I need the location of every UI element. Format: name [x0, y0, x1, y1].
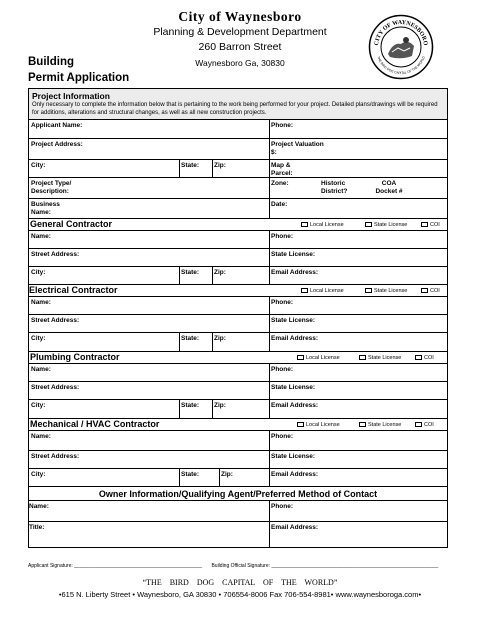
plumbing-name-row	[29, 364, 447, 382]
owner-section-title: Owner Information/Qualifying Agent/Preferred Method of Contact	[98, 489, 378, 499]
footer-address: •615 N. Liberty Street • Waynesboro, GA 30830 • 706554-8006 Fax 706-554-8981• www.waynesboroga.com•	[58, 590, 422, 599]
mechanical-contractor-header	[29, 419, 447, 431]
plumbing-contractor-header	[29, 352, 447, 364]
general-state-field[interactable]: State:	[181, 269, 200, 276]
electrical-local-license-checkbox[interactable]: Local License	[301, 288, 344, 294]
plumbing-phone-field[interactable]: Phone:	[271, 366, 294, 373]
applicant-row	[29, 120, 447, 139]
project-address-field[interactable]: Project Address:	[31, 141, 83, 148]
map-parcel-field[interactable]: Map & Parcel:	[271, 162, 293, 177]
business-name-field[interactable]: Business Name:	[31, 201, 60, 216]
project-zip-field[interactable]: Zip:	[214, 162, 226, 169]
electrical-contractor-header	[29, 285, 447, 297]
electrical-street-field[interactable]: Street Address:	[31, 317, 80, 324]
mechanical-state-field[interactable]: State:	[181, 471, 200, 478]
document-title-line-2: Permit Application	[28, 72, 130, 84]
project-state-field[interactable]: State:	[181, 162, 200, 169]
mechanical-name-row	[29, 431, 447, 451]
electrical-phone-field[interactable]: Phone:	[271, 299, 294, 306]
electrical-state-license-field[interactable]: State License:	[271, 317, 316, 324]
electrical-contractor-title: Electrical Contractor	[29, 285, 118, 295]
general-street-field[interactable]: Street Address:	[31, 251, 80, 258]
owner-name-row	[29, 501, 447, 522]
general-contractor-title: General Contractor	[30, 219, 113, 229]
project-type-row	[29, 178, 447, 199]
general-zip-field[interactable]: Zip:	[214, 269, 226, 276]
historic-district-field[interactable]: Historic District?	[321, 180, 348, 195]
plumbing-zip-field[interactable]: Zip:	[214, 402, 226, 409]
project-information-instructions: Only necessary to complete the information below that is pertaining to the work being performed for your project. Detailed plans/drawings will be required for additions, alterations and structural changes, as well as all new construction projects.	[32, 102, 438, 116]
electrical-name-field[interactable]: Name:	[31, 299, 51, 306]
electrical-coi-checkbox[interactable]: COI	[421, 288, 440, 294]
department-name: Planning & Development Department	[153, 26, 327, 38]
page-header	[0, 0, 480, 88]
general-state-license-field[interactable]: State License:	[271, 251, 316, 258]
plumbing-state-license-checkbox[interactable]: State License	[359, 355, 401, 361]
mechanical-city-row	[29, 469, 447, 487]
owner-name-field[interactable]: Name:	[29, 503, 49, 510]
owner-phone-field[interactable]: Phone:	[271, 503, 294, 510]
mechanical-local-license-checkbox[interactable]: Local License	[297, 422, 340, 428]
general-coi-checkbox[interactable]: COI	[421, 222, 440, 228]
plumbing-city-row	[29, 400, 447, 419]
general-address-row	[29, 249, 447, 267]
plumbing-city-field[interactable]: City:	[31, 402, 46, 409]
city-title: City of Waynesboro	[178, 9, 302, 24]
project-type-field[interactable]: Project Type/ Description:	[31, 180, 72, 195]
project-valuation-field[interactable]: Project Valuation $:	[271, 141, 324, 156]
document-title-line-1: Building	[28, 56, 74, 68]
plumbing-local-license-checkbox[interactable]: Local License	[297, 355, 340, 361]
department-street: 260 Barron Street	[198, 41, 282, 53]
general-name-row	[29, 231, 447, 249]
mechanical-email-field[interactable]: Email Address:	[271, 471, 319, 478]
applicant-phone-field[interactable]: Phone:	[271, 122, 294, 129]
general-phone-field[interactable]: Phone:	[271, 233, 294, 240]
plumbing-email-field[interactable]: Email Address:	[271, 402, 319, 409]
official-signature-line[interactable]: Building Official Signature: ____________________________________________________________	[211, 563, 439, 569]
plumbing-street-field[interactable]: Street Address:	[31, 384, 80, 391]
department-city: Waynesboro Ga, 30830	[195, 58, 285, 68]
mechanical-contractor-title: Mechanical / HVAC Contractor	[30, 419, 160, 429]
electrical-state-license-checkbox[interactable]: State License	[365, 288, 407, 294]
general-city-field[interactable]: City:	[31, 269, 46, 276]
mechanical-address-row	[29, 451, 447, 469]
mechanical-name-field[interactable]: Name:	[31, 433, 51, 440]
date-field[interactable]: Date:	[271, 201, 288, 208]
plumbing-name-field[interactable]: Name:	[31, 366, 51, 373]
business-row	[29, 199, 447, 219]
plumbing-state-field[interactable]: State:	[181, 402, 200, 409]
mechanical-state-license-checkbox[interactable]: State License	[359, 422, 401, 428]
general-state-license-checkbox[interactable]: State License	[365, 222, 407, 228]
electrical-city-row	[29, 333, 447, 352]
project-city-field[interactable]: City:	[31, 162, 46, 169]
project-information-box	[29, 89, 447, 120]
project-city-row	[29, 160, 447, 178]
mechanical-coi-checkbox[interactable]: COI	[415, 422, 434, 428]
general-city-row	[29, 267, 447, 285]
electrical-address-row	[29, 315, 447, 333]
mechanical-phone-field[interactable]: Phone:	[271, 433, 294, 440]
permit-form	[28, 88, 448, 548]
plumbing-contractor-title: Plumbing Contractor	[30, 352, 120, 362]
electrical-state-field[interactable]: State:	[181, 335, 200, 342]
electrical-email-field[interactable]: Email Address:	[271, 335, 319, 342]
applicant-signature-line[interactable]: Applicant Signature: ______________________________________________	[28, 563, 203, 569]
general-local-license-checkbox[interactable]: Local License	[301, 222, 344, 228]
electrical-city-field[interactable]: City:	[31, 335, 46, 342]
mechanical-state-license-field[interactable]: State License:	[271, 453, 316, 460]
applicant-name-field[interactable]: Applicant Name:	[31, 122, 83, 129]
owner-email-field[interactable]: Email Address:	[271, 524, 319, 531]
project-information-title: Project Information	[32, 91, 110, 101]
owner-title-row	[29, 522, 447, 547]
general-email-field[interactable]: Email Address:	[271, 269, 319, 276]
city-seal-icon	[368, 14, 434, 80]
owner-title-field[interactable]: Title:	[29, 524, 45, 531]
plumbing-coi-checkbox[interactable]: COI	[415, 355, 434, 361]
mechanical-street-field[interactable]: Street Address:	[31, 453, 80, 460]
general-contractor-header	[29, 219, 447, 231]
project-address-row	[29, 139, 447, 160]
coa-docket-field[interactable]: COA Docket #	[375, 180, 403, 195]
zone-field[interactable]: Zone:	[271, 180, 289, 187]
mechanical-zip-field[interactable]: Zip:	[221, 471, 233, 478]
electrical-name-row	[29, 297, 447, 315]
signature-lines	[28, 563, 438, 569]
svg-text:THE BIRD DOG CAPITAL OF THE WO: THE BIRD DOG CAPITAL OF THE WORLD	[376, 55, 426, 76]
footer-motto: “THE BIRD DOG CAPITAL OF THE WORLD”	[142, 578, 338, 587]
electrical-zip-field[interactable]: Zip:	[214, 335, 226, 342]
owner-header	[29, 487, 447, 501]
svg-text:CITY OF WAYNESBORO: CITY OF WAYNESBORO	[373, 19, 429, 46]
mechanical-city-field[interactable]: City:	[31, 471, 46, 478]
plumbing-address-row	[29, 382, 447, 400]
plumbing-state-license-field[interactable]: State License:	[271, 384, 316, 391]
general-name-field[interactable]: Name:	[31, 233, 51, 240]
